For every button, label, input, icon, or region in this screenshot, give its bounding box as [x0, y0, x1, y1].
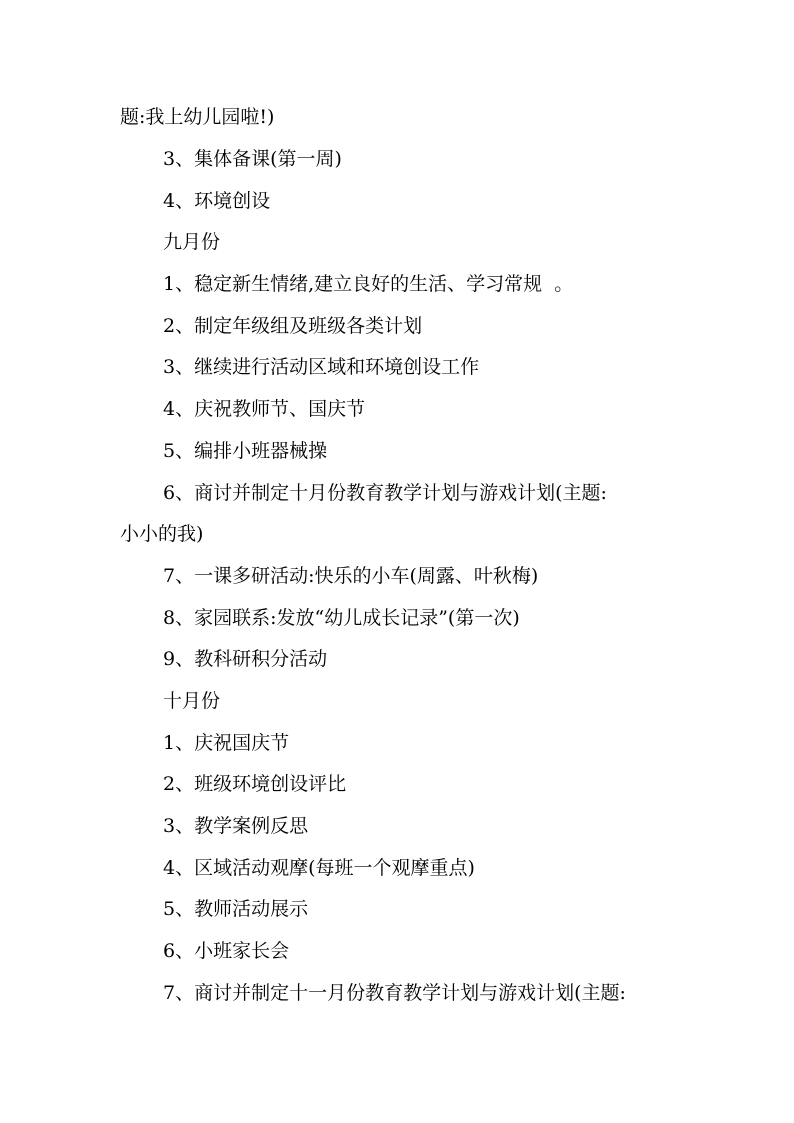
text-line-item: 4、区域活动观摩(每班一个观摩重点)	[163, 857, 475, 879]
section-heading-september: 九月份	[163, 231, 221, 253]
text-line-item: 3、集体备课(第一周)	[163, 148, 342, 170]
text-line-item: 1、稳定新生情绪,建立良好的生活、学习常规 。	[163, 273, 574, 295]
text-line-item: 2、制定年级组及班级各类计划	[163, 315, 423, 337]
text-line-item: 9、教科研积分活动	[163, 648, 328, 670]
text-line-item: 5、教师活动展示	[163, 898, 309, 920]
text-line-item: 5、编排小班器械操	[163, 440, 328, 462]
text-line-item: 2、班级环境创设评比	[163, 773, 347, 795]
text-line-item: 8、家园联系:发放“幼儿成长记录”(第一次)	[163, 607, 520, 629]
section-heading-october: 十月份	[163, 690, 221, 712]
text-line-continuation: 小小的我)	[120, 523, 204, 545]
text-line-item: 4、环境创设	[163, 190, 271, 212]
text-line-item: 1、庆祝国庆节	[163, 732, 290, 754]
text-line-item: 6、小班家长会	[163, 940, 290, 962]
text-line-item: 7、商讨并制定十一月份教育教学计划与游戏计划(主题:	[163, 982, 626, 1004]
text-line-continuation: 题:我上幼儿园啦!)	[120, 106, 275, 128]
text-line-item: 4、庆祝教师节、国庆节	[163, 398, 366, 420]
text-line-item: 3、继续进行活动区域和环境创设工作	[163, 356, 480, 378]
text-line-item: 6、商讨并制定十月份教育教学计划与游戏计划(主题:	[163, 482, 607, 504]
text-line-item: 7、一课多研活动:快乐的小车(周露、叶秋梅)	[163, 565, 539, 587]
text-line-item: 3、教学案例反思	[163, 815, 309, 837]
